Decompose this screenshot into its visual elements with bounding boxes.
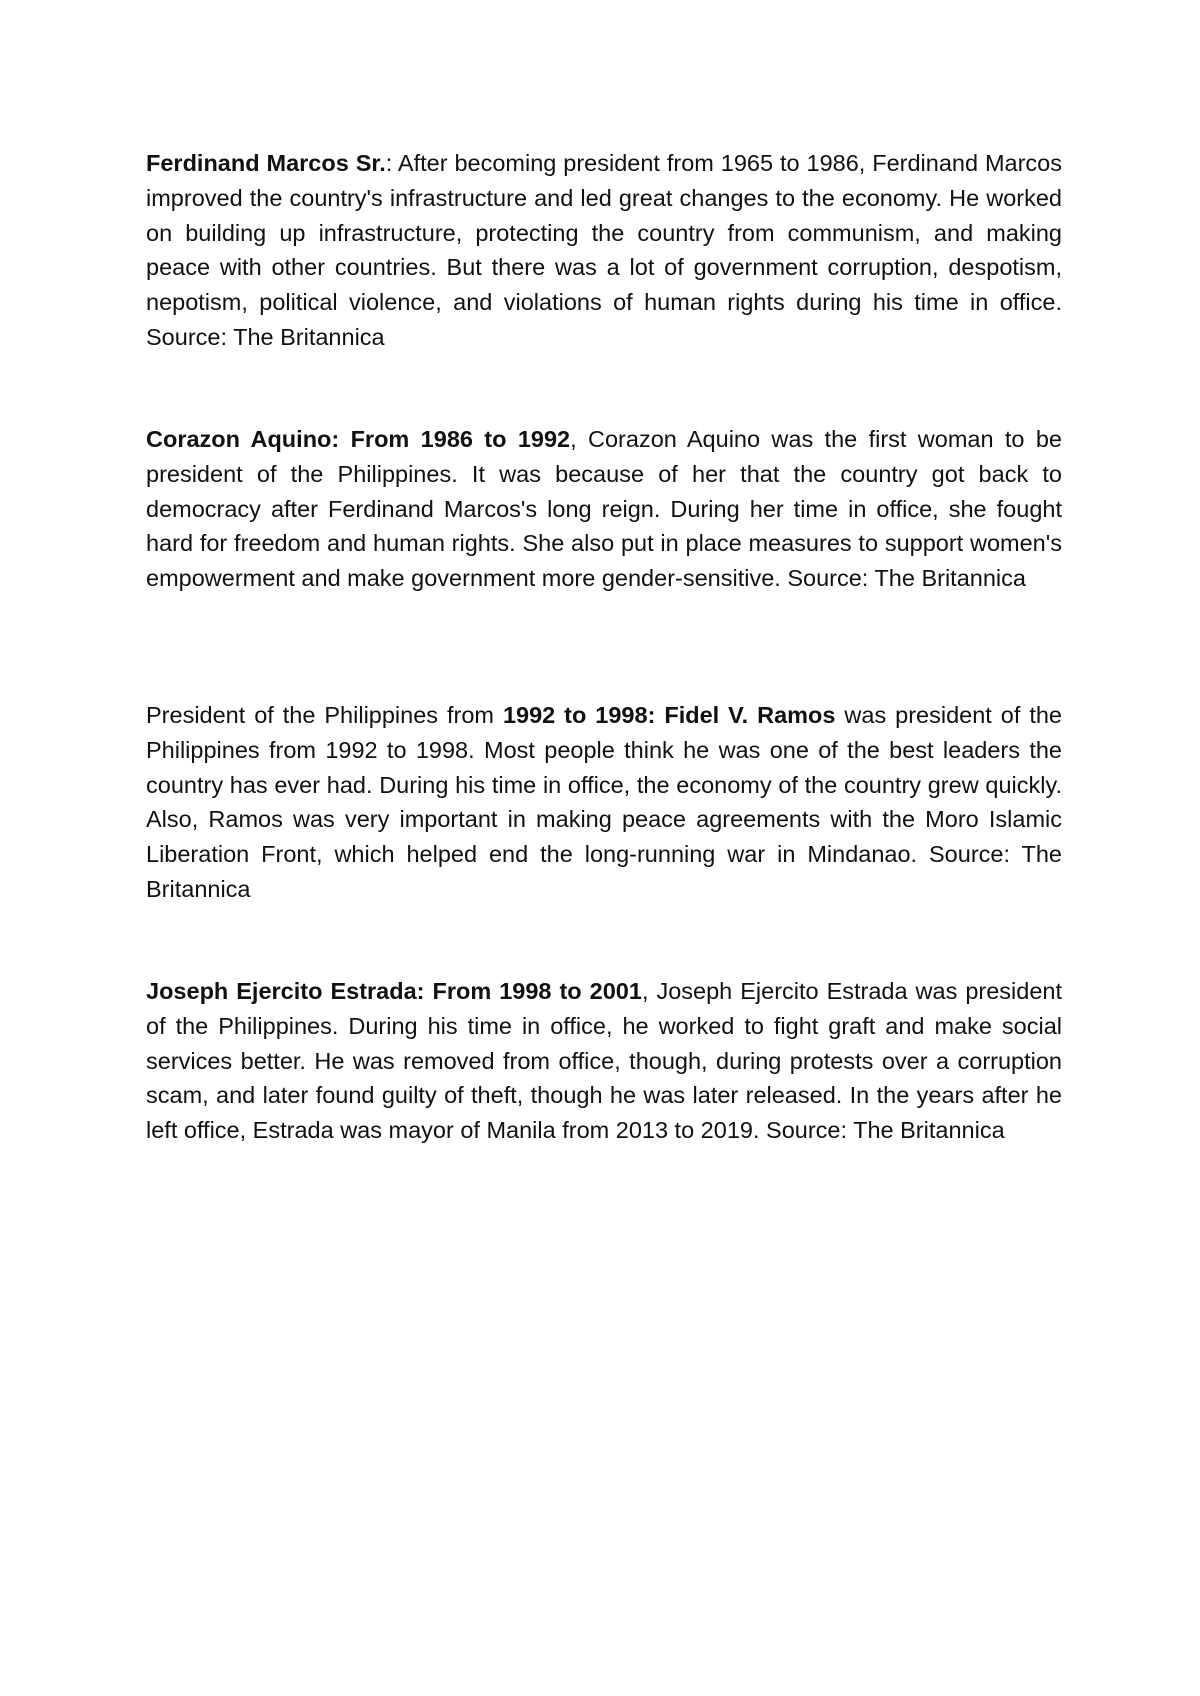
paragraph-ramos (146, 698, 1062, 907)
paragraph-text: was president of the Philippines from 1992 to 1998. Most people think he was one of the best leaders the country has ever had. During his time in office, the economy of the country grew quickly. Also, Ramos was very important in making peace agreements with the Moro Islamic Liberation Front, which helped end the long-running war in Mindanao. Source: The Britannica (146, 702, 1062, 902)
paragraph-text: : After becoming president from 1965 to 1986, Ferdinand Marcos improved the country's infrastructure and led great changes to the economy. He worked on building up infrastructure, protecting the country from communism, and making peace with other countries. But there was a lot of government corruption, despotism, nepotism, political violence, and violations of human rights during his time in office. Source: The Britannica (146, 150, 1063, 350)
paragraph-heading: Ferdinand Marcos Sr. (146, 150, 386, 176)
paragraph-text: , Joseph Ejercito Estrada was president of the Philippines. During his time in office, he worked to fight graft and make social services better. He was removed from office, though, during protests over a corruption scam, and later found guilty of theft, though he was later released. In the years after he left office, Estrada was mayor of Manila from 2013 to 2019. Source: The Britannica (146, 978, 1063, 1144)
paragraph-marcos (146, 146, 1062, 355)
paragraph-estrada (146, 974, 1062, 1148)
paragraph-aquino (146, 422, 1062, 596)
paragraph-text: , Corazon Aquino was the first woman to be president of the Philippines. It was because of her that the country got back to democracy after Ferdinand Marcos's long reign. During her time in office, she fought hard for freedom and human rights. She also put in place measures to support women's empowerment and make government more gender-sensitive. Source: The Britannica (146, 426, 1062, 592)
paragraph-heading: 1992 to 1998: Fidel V. Ramos (502, 702, 836, 728)
paragraph-heading: Corazon Aquino: From 1986 to 1992 (146, 426, 571, 452)
paragraph-intro: President of the Philippines from (146, 702, 503, 728)
paragraph-heading: Joseph Ejercito Estrada: From 1998 to 2001 (146, 978, 642, 1004)
